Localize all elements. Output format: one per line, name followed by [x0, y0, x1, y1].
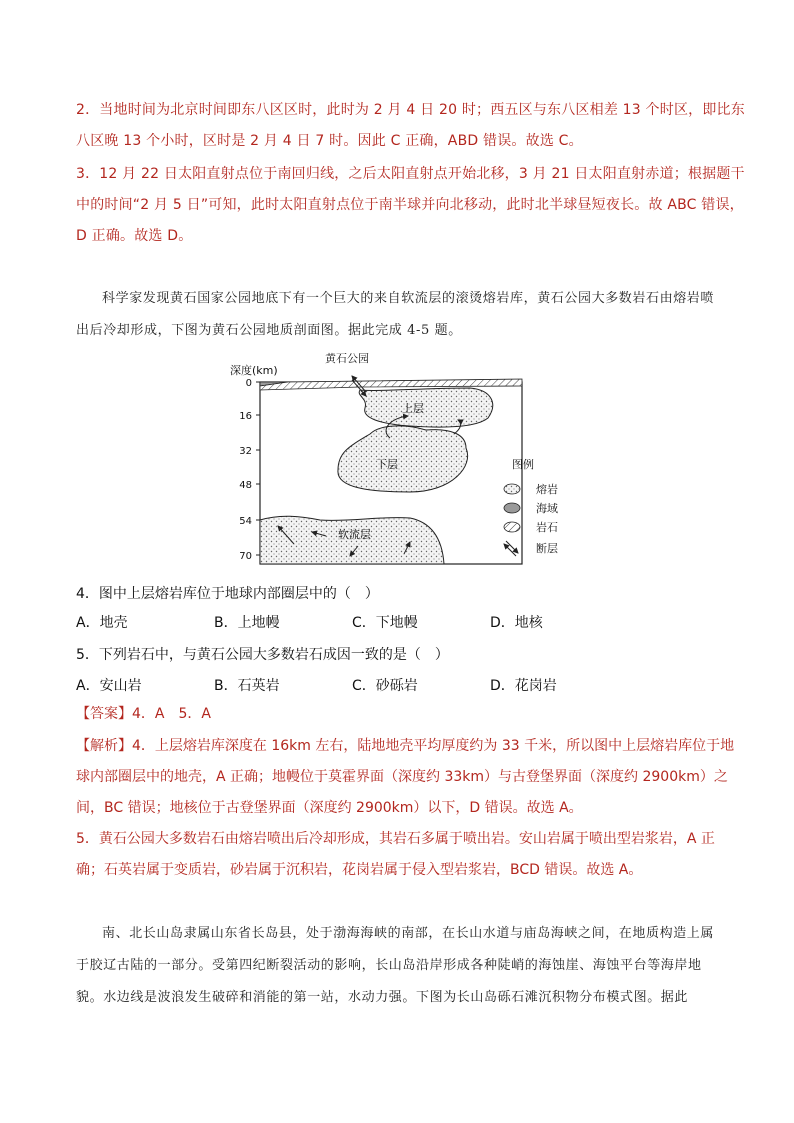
- label-upper: 上层: [402, 402, 424, 415]
- legend-swatch-lava: [504, 484, 520, 494]
- figure-title: 黄石公园: [325, 352, 369, 365]
- geologic-section-figure: [230, 350, 570, 570]
- answer-text: 4．A 5．A: [132, 706, 211, 722]
- ytick-label: 0: [245, 378, 252, 389]
- ytick-label: 48: [239, 480, 252, 491]
- figure-ylabel: 深度(km): [230, 364, 278, 377]
- option: C．砂砾岩: [352, 678, 418, 694]
- option: D．花岗岩: [490, 678, 557, 694]
- passage-1-intro: 科学家发现黄石国家公园地底下有一个巨大的来自软流层的滚烫熔岩库，黄石公园大多数岩石由熔岩喷出后冷却形成，下图为黄石公园地质剖面图。据此完成 4-5 题。: [76, 291, 715, 338]
- ytick-label: 70: [239, 551, 252, 562]
- question-4-options: [76, 612, 726, 632]
- passage-2-intro: 南、北长山岛隶属山东省长岛县，处于渤海海峡的南部，在长山水道与庙岛海峡之间，在地质构造上属于胶辽古陆的一部分。受第四纪断裂活动的影响，长山岛沿岸形成各种陡峭的海蚀崖、海蚀平台等海岸地貌。水边线是波浪发生破碎和消能的第一站，水动力强。下图为长山岛砾石滩沉积物分布模式图。据此: [76, 926, 715, 1005]
- analysis-line-3: 间，BC 错误；地核位于古登堡界面（深度约 2900km）以下，D 错误。故选 A。: [76, 800, 583, 816]
- solution-line-5: D 正确。故选 D。: [76, 228, 193, 244]
- legend-swatch-sea: [504, 503, 520, 513]
- option: D．地核: [490, 615, 543, 631]
- solution-line-1: 2．当地时间为北京时间即东八区区时，此时为 2 月 4 日 20 时；西五区与东八区相差 13 个时区，即比东: [76, 102, 745, 118]
- answer-line: [76, 699, 211, 730]
- question-5-stem: 5．下列岩石中，与黄石公园大多数岩石成因一致的是（ ）: [76, 647, 449, 663]
- option: B．石英岩: [214, 678, 280, 694]
- question-5-options: [76, 675, 726, 695]
- analysis-line-4: 5．黄石公园大多数岩石由熔岩喷出后冷却形成，其岩石多属于喷出岩。安山岩属于喷出型岩浆岩，A 正: [76, 831, 715, 847]
- solution-line-4: 中的时间“2 月 5 日”可知，此时太阳直射点位于南半球并向北移动，此时北半球昼短夜长。故 ABC 错误，: [76, 197, 744, 213]
- option: A．安山岩: [76, 678, 142, 694]
- legend-swatch-rock: [504, 522, 520, 532]
- solution-line-3: 3．12 月 22 日太阳直射点位于南回归线，之后太阳直射点开始北移，3 月 21 日太阳直射赤道；根据题干: [76, 166, 745, 182]
- answer-tag: 【答案】: [76, 706, 132, 722]
- label-asthenosphere: 软流层: [338, 528, 371, 541]
- legend-item: 岩石: [536, 521, 558, 534]
- option: A．地壳: [76, 615, 128, 631]
- analysis-tag: 【解析】: [76, 738, 132, 754]
- option: B．上地幔: [214, 615, 280, 631]
- legend-item: 熔岩: [536, 483, 558, 496]
- legend-item: 断层: [536, 542, 558, 555]
- ytick-label: 32: [239, 446, 252, 457]
- ytick-label: 16: [239, 411, 252, 422]
- option: C．下地幔: [352, 615, 418, 631]
- solution-line-2: 八区晚 13 个小时，区时是 2 月 4 日 7 时。因此 C 正确，ABD 错误。故选 C。: [76, 133, 583, 149]
- analysis-text: 4．上层熔岩库深度在 16km 左右，陆地地壳平均厚度约为 33 千米，所以图中上层熔岩库位于地: [132, 738, 735, 754]
- analysis-line-1: [76, 731, 734, 762]
- analysis-line-2: 球内部圈层中的地壳，A 正确；地幔位于莫霍界面（深度约 33km）与古登堡界面（深度约 2900km）之: [76, 769, 728, 785]
- label-lower: 下层: [376, 458, 398, 471]
- ytick-label: 54: [239, 516, 252, 527]
- legend-item: 海域: [536, 502, 558, 515]
- analysis-line-5: 确；石英岩属于变质岩，砂岩属于沉积岩，花岗岩属于侵入型岩浆岩，BCD 错误。故选 A。: [76, 862, 643, 878]
- legend-title: 图例: [512, 458, 534, 471]
- upper-magma-chamber: [359, 388, 493, 427]
- question-4-stem: 4．图中上层熔岩库位于地球内部圈层中的（ ）: [76, 586, 379, 602]
